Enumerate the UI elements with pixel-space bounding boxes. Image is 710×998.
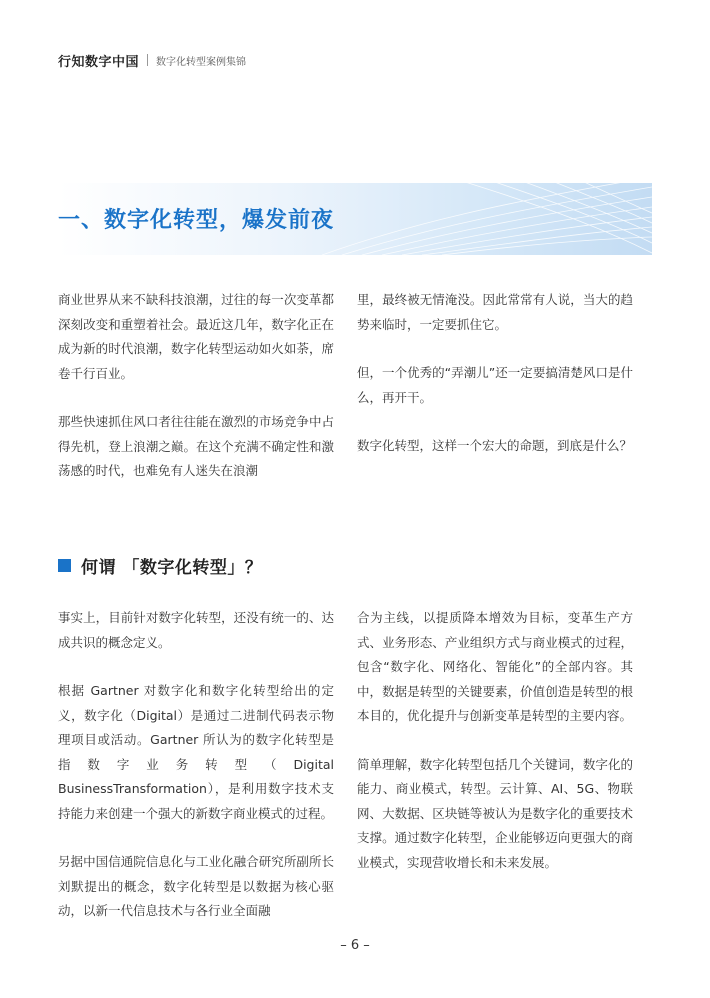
section-title: 一、数字化转型，爆发前夜	[58, 208, 335, 233]
paragraph: 合为主线，以提质降本增效为目标，变革生产方式、业务形态、产业组织方式与商业模式的过程，包含“数字化、网络化、智能化”的全部内容。其中，数据是转型的关键要素，价值创造是转型的根本目的，优化提升与创新变革是转型的主要内容。	[357, 610, 633, 723]
paragraph: 但，一个优秀的“弄潮儿”还一定要搞清楚风口是什么，再开干。	[357, 365, 633, 405]
header-subtitle: 数字化转型案例集锦	[156, 56, 247, 68]
paragraph: 简单理解，数字化转型包括几个关键词，数字化的能力、商业模式，转型。云计算、AI、5G、物联网、大数据、区块链等被认为是数字化的重要技术支撑。通过数字化转型，企业能够迈向更强大的商业模式，实现营收增长和未来发展。	[357, 756, 633, 870]
brand-title: 行知数字中国	[58, 54, 140, 70]
subsection-heading	[58, 553, 262, 578]
paragraph: 那些快速抓住风口者往往能在激烈的市场竞争中占得先机，登上浪潮之巅。在这个充满不确定性和激荡感的时代，也难免有人迷失在浪潮	[58, 414, 334, 478]
section-banner	[58, 183, 652, 255]
paragraph: 数字化转型，这样一个宏大的命题，到底是什么？	[357, 438, 633, 453]
body-left-column	[58, 606, 334, 924]
paragraph: 另据中国信通院信息化与工业化融合研究所副所长刘默提出的概念，数字化转型是以数据为核心驱动，以新一代信息技术与各行业全面融	[58, 854, 334, 918]
page-number: – 6 –	[340, 938, 370, 953]
body-right-column	[357, 606, 633, 875]
intro-left-column	[58, 288, 334, 484]
header-divider	[147, 54, 148, 66]
running-header	[58, 50, 246, 70]
paragraph: 根据 Gartner 对数字化和数字化转型给出的定义，数字化（Digital）是通过二进制代码表示物理项目或活动。Gartner 所认为的数字化转型是指数字业务转型（Digital BusinessTransformation），是利用数字技术支持能力来创建一个强大的新数字商业模式的过程。	[58, 683, 334, 821]
paragraph: 事实上，目前针对数字化转型，还没有统一的、达成共识的概念定义。	[58, 610, 334, 650]
subsection-title: 何谓 「数字化转型」？	[81, 558, 263, 578]
square-bullet-icon	[58, 559, 71, 572]
paragraph: 商业世界从来不缺科技浪潮，过往的每一次变革都深刻改变和重塑着社会。最近这几年，数字化正在成为新的时代浪潮，数字化转型运动如火如荼，席卷千行百业。	[58, 292, 334, 381]
paragraph: 里，最终被无情淹没。因此常常有人说，当大的趋势来临时，一定要抓住它。	[357, 292, 633, 332]
wave-lines-decoration	[322, 183, 652, 255]
intro-right-column	[357, 288, 633, 459]
